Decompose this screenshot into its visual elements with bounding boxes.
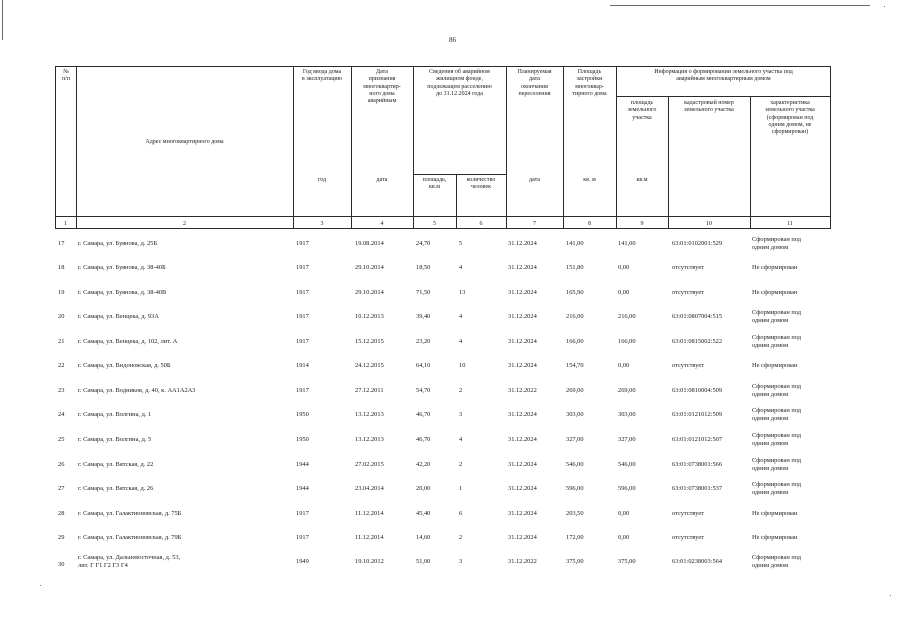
header-number: № п/п [61,69,71,83]
row-people: 1 [459,485,463,492]
row-number: 21 [58,338,65,345]
row-land-characteristic: Сформирован под одним домом [752,236,802,251]
row-recognition-date: 11.12.2014 [355,510,384,517]
row-building-area: 216,00 [566,313,584,320]
row-year: 1917 [296,338,309,345]
row-year: 1914 [296,362,309,369]
row-area: 42,20 [416,461,431,468]
header-cadastral-number: кадастровый номер земельного участка [684,100,734,114]
row-people: 3 [459,558,463,565]
row-number: 19 [58,289,65,296]
row-people: 4 [459,313,463,320]
row-land-characteristic: Сформирован под одним домом [752,407,802,422]
row-address: г. Самара, ул. Буянова, д. 25Б [78,240,158,247]
column-number: 4 [380,221,384,227]
row-land-characteristic: Сформирован под одним домом [752,554,802,569]
unit-date: дата [376,177,388,183]
row-year: 1917 [296,289,309,296]
row-number: 28 [58,510,65,517]
header-land-characteristic: характеристика земельного участка (сформирован под одним домом, не сформирован) [765,100,815,136]
page-number: 86 [449,36,456,44]
row-land-area: 166,00 [618,338,636,345]
row-area: 39,40 [416,313,431,320]
row-cadastral-number: 63:01:0738001:566 [672,461,723,468]
row-cadastral-number: отсутствует [672,534,704,541]
header-recognition-date: Дата признания многоквартир- ного дома аварийным [363,69,401,105]
row-planned-date: 31.12.2024 [508,510,537,517]
row-number: 29 [58,534,65,541]
row-building-area: 269,00 [566,387,584,394]
row-building-area: 303,00 [566,411,584,418]
row-cadastral-number: 63:01:0121012:509 [672,411,723,418]
row-address: г. Самара, ул. Вятская, д. 22 [78,461,154,468]
row-area: 46,70 [416,436,431,443]
scan-speck [890,595,891,596]
row-land-characteristic: Сформирован под одним домом [752,334,802,349]
header-planned-date: Планируемая дата окончания переселения [517,69,552,97]
row-number: 23 [58,387,65,394]
row-recognition-date: 24.12.2015 [355,362,384,369]
row-planned-date: 31.12.2024 [508,338,537,345]
row-building-area: 375,00 [566,558,584,565]
row-building-area: 596,00 [566,485,584,492]
row-planned-date: 31.12.2024 [508,362,537,369]
row-planned-date: 31.12.2022 [508,558,537,565]
row-address: г. Самара, ул. Вятская, д. 26 [78,485,154,492]
row-building-area: 154,70 [566,362,584,369]
row-number: 18 [58,264,65,271]
row-number: 26 [58,461,65,468]
column-number: 6 [479,221,483,227]
row-cadastral-number: отсутствует [672,510,704,517]
table-header [55,66,831,229]
row-year: 1917 [296,534,309,541]
row-people: 3 [459,411,463,418]
row-number: 22 [58,362,65,369]
row-recognition-date: 27.12.2011 [355,387,384,394]
unit-year: год [317,177,327,183]
row-recognition-date: 29.10.2014 [355,289,384,296]
row-recognition-date: 27.02.2015 [355,461,384,468]
column-number: 7 [533,221,536,227]
row-land-area: 546,00 [618,461,636,468]
row-planned-date: 31.12.2024 [508,264,537,271]
row-land-area: 375,00 [618,558,636,565]
row-planned-date: 31.12.2024 [508,461,537,468]
row-land-area: 269,00 [618,387,636,394]
row-recognition-date: 10.12.2013 [355,313,384,320]
row-planned-date: 31.12.2024 [508,240,537,247]
column-number: 9 [640,221,644,227]
row-number: 17 [58,240,65,247]
row-planned-date: 31.12.2022 [508,387,537,394]
scan-top-line [610,5,870,6]
row-address: г. Самара, ул. Буянова, д. 38-40Б [78,264,166,271]
unit-area: площадь, кв.м [422,177,447,191]
row-recognition-date: 13.12.2013 [355,436,384,443]
row-number: 30 [58,561,65,568]
row-people: 6 [459,510,463,517]
row-people: 10 [459,362,466,369]
row-building-area: 165,90 [566,289,584,296]
row-cadastral-number: 63:01:0810004:509 [672,387,723,394]
row-land-characteristic: Сформирован под одним домом [752,457,802,472]
row-cadastral-number: отсутствует [672,264,704,271]
row-building-area: 172,00 [566,534,584,541]
row-year: 1917 [296,240,309,247]
row-number: 27 [58,485,65,492]
row-people: 4 [459,436,463,443]
unit-building-area: кв. м [583,177,596,183]
row-area: 64,10 [416,362,431,369]
column-number: 2 [183,221,186,227]
row-land-area: 216,00 [618,313,636,320]
row-recognition-date: 11.12.2014 [355,534,384,541]
header-address: Адрес многоквартирного дома [145,139,224,145]
row-land-area: 0,00 [618,510,630,517]
column-number: 10 [706,221,712,227]
row-year: 1950 [296,411,309,418]
row-land-area: 0,00 [618,264,630,271]
row-area: 51,00 [416,558,431,565]
row-land-characteristic: Сформирован под одним домом [752,383,802,398]
row-recognition-date: 13.12.2013 [355,411,384,418]
row-area: 54,70 [416,387,431,394]
row-people: 5 [459,240,463,247]
header-land-area: площадь земельного участка [627,100,657,121]
row-area: 46,70 [416,411,431,418]
unit-planned-date: дата [529,177,540,183]
row-land-characteristic: Не сформирован [752,264,798,271]
row-number: 24 [58,411,65,418]
row-planned-date: 31.12.2024 [508,485,537,492]
row-land-area: 0,00 [618,362,630,369]
row-address: г. Самара, ул. Дальневосточная, д. 53, лит. Г Г1 Г2 Г3 Г4 [78,554,181,569]
row-recognition-date: 15.12.2015 [355,338,384,345]
row-planned-date: 31.12.2024 [508,436,537,443]
header-building-area: Площадь застройки многоквар- тирного дома [572,69,607,97]
column-number: 8 [588,221,591,227]
row-cadastral-number: 63:01:0738001:537 [672,485,723,492]
row-area: 14,60 [416,534,431,541]
row-land-area: 0,00 [618,289,630,296]
row-building-area: 327,00 [566,436,584,443]
row-people: 13 [459,289,466,296]
row-recognition-date: 19.10.2012 [355,558,384,565]
header-land-info: Информация о формировании земельного участка под аварийным многоквартирным домом [654,69,793,83]
row-land-area: 141,00 [618,240,636,247]
row-building-area: 203,50 [566,510,584,517]
header-housing-stock: Сведения об аварийном жилищном фонде, подлежащем расселению до 31.12.2024 года [427,69,492,97]
unit-land-area: кв.м [636,177,648,183]
row-cadastral-number: отсутствует [672,362,704,369]
row-recognition-date: 29.10.2014 [355,264,384,271]
row-area: 18,50 [416,264,431,271]
row-area: 24,70 [416,240,431,247]
row-land-characteristic: Сформирован под одним домом [752,309,802,324]
row-building-area: 166,00 [566,338,584,345]
row-address: г. Самара, ул. Видоновская, д. 50Б [78,362,171,369]
row-people: 4 [459,264,463,271]
header-year: Год ввода дома в эксплуатацию [301,69,343,83]
row-address: г. Самара, ул. Волгина, д. 1 [78,411,152,418]
row-year: 1917 [296,510,309,517]
row-address: г. Самара, ул. Буянова, д. 38-40В [78,289,167,296]
row-area: 71,50 [416,289,431,296]
column-number: 3 [320,221,324,227]
row-building-area: 141,00 [566,240,584,247]
row-cadastral-number: 63:01:0807004:515 [672,313,723,320]
row-land-characteristic: Не сформирован [752,289,798,296]
row-land-area: 327,00 [618,436,636,443]
row-year: 1944 [296,485,309,492]
row-cadastral-number: 63:01:0121012:507 [672,436,723,443]
row-cadastral-number: 63:01:0238003:564 [672,558,723,565]
row-land-characteristic: Не сформирован [752,362,798,369]
row-cadastral-number: отсутствует [672,289,704,296]
row-year: 1949 [296,558,309,565]
row-area: 20,00 [416,485,431,492]
row-address: г. Самара, ул. Галактионовская, д. 79Б [78,534,182,541]
row-land-area: 0,00 [618,534,630,541]
unit-people: количество человек [466,177,496,191]
row-address: г. Самара, ул. Венцека, д. 102, лит. А [78,338,178,345]
row-number: 25 [58,436,65,443]
row-people: 2 [459,387,463,394]
scan-edge-line [2,0,3,40]
row-year: 1917 [296,313,309,320]
column-number: 1 [64,221,67,227]
row-building-area: 546,00 [566,461,584,468]
row-year: 1917 [296,387,309,394]
row-area: 23,20 [416,338,431,345]
row-planned-date: 31.12.2024 [508,534,537,541]
row-land-characteristic: Сформирован под одним домом [752,481,802,496]
row-cadastral-number: 63:01:0102001:529 [672,240,723,247]
row-recognition-date: 19.08.2014 [355,240,384,247]
row-planned-date: 31.12.2024 [508,313,537,320]
row-people: 2 [459,461,463,468]
row-year: 1944 [296,461,309,468]
row-building-area: 151,80 [566,264,584,271]
column-number: 11 [787,221,793,227]
scan-speck [40,585,41,586]
row-land-characteristic: Не сформирован [752,534,798,541]
row-address: г. Самара, ул. Венцека, д. 93А [78,313,159,320]
row-planned-date: 31.12.2024 [508,289,537,296]
column-number: 5 [433,221,436,227]
row-number: 20 [58,313,65,320]
row-address: г. Самара, ул. Волгина, д. 5 [78,436,152,443]
row-land-area: 596,00 [618,485,636,492]
row-planned-date: 31.12.2024 [508,411,537,418]
row-recognition-date: 23.04.2014 [355,485,384,492]
row-people: 4 [459,338,463,345]
row-people: 2 [459,534,463,541]
row-year: 1950 [296,436,309,443]
row-cadastral-number: 63:01:0815002:522 [672,338,723,345]
row-land-area: 303,00 [618,411,636,418]
row-land-characteristic: Не сформирован [752,510,798,517]
row-land-characteristic: Сформирован под одним домом [752,432,802,447]
row-area: 45,40 [416,510,431,517]
row-address: г. Самара, ул. Галактионовская, д. 75Б [78,510,182,517]
scan-speck [884,6,885,7]
row-address: г. Самара, ул. Водников, д. 40, к. АА1А2А3 [78,387,196,394]
row-year: 1917 [296,264,309,271]
